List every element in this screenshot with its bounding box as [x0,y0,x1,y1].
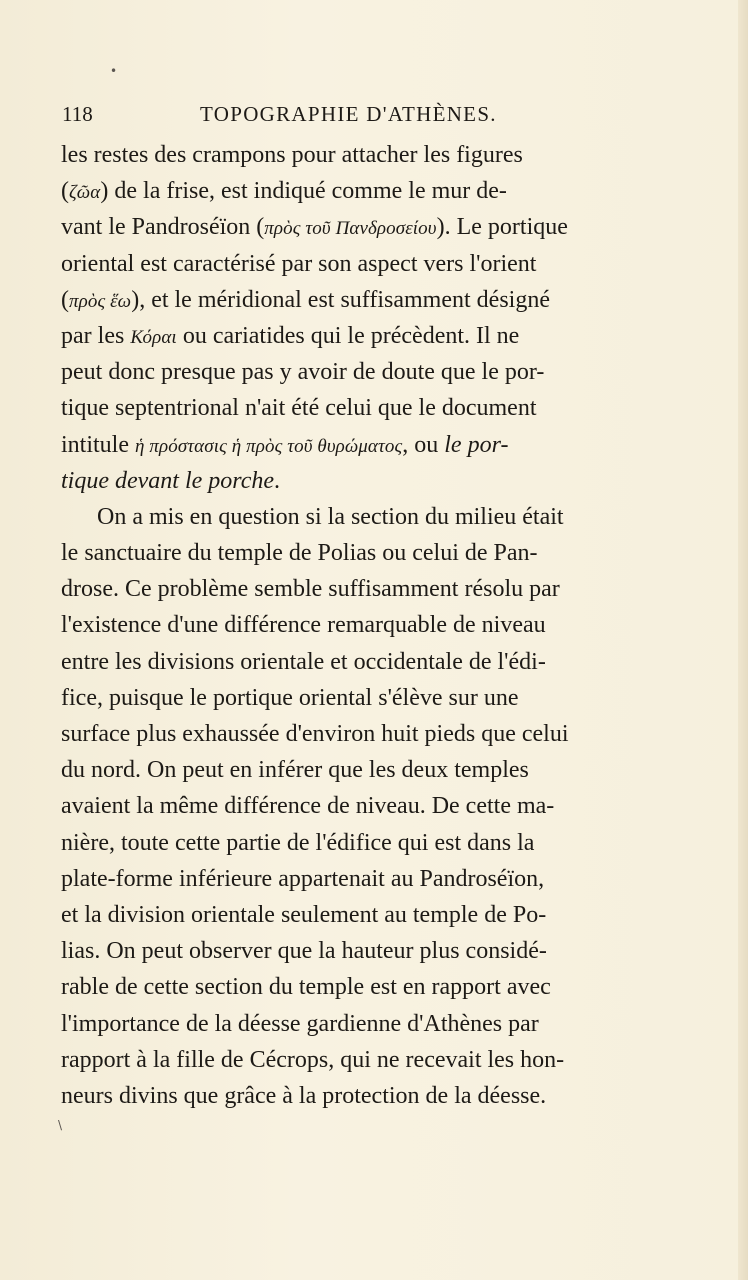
text-line: oriental est caractérisé par son aspect vers l'orient [61,250,537,277]
text-line [61,173,675,209]
text-line [61,209,675,245]
text-line: drose. Ce problème semble suffisamment résolu par [61,576,560,603]
running-title: TOPOGRAPHIE D'ATHÈNES. [200,102,497,126]
text-line: rable de cette section du temple est en rapport avec [61,974,551,1001]
text-line: et la division orientale seulement au temple de Po- [61,901,547,928]
page-edge [738,0,748,1280]
italic-phrase: tique devant le porche [61,467,275,494]
text-line: surface plus exhaussée d'environ huit pieds que celui [61,721,569,747]
text-line [61,463,675,499]
text-segment: ), et le méridional est suffisamment désigné [131,286,550,313]
text-segment: vant le Pandroséïon ( [61,214,265,241]
text-line [61,282,675,318]
text-line: l'existence d'une différence remarquable de niveau [61,612,546,639]
ink-mark-bottom: \ [58,1118,63,1132]
greek-term: πρὸς ἕω [69,290,132,312]
ink-mark-top: • [110,64,118,78]
text-line: du nord. On peut en inférer que les deux temples [61,757,529,784]
greek-term: πρὸς τοῦ Πανδροσείου [264,218,437,240]
italic-phrase: le por- [444,431,509,458]
text-segment: ) de la frise, est indiqué comme le mur de- [100,178,507,205]
text-line: lias. On peut observer que la hauteur plus considé- [61,938,547,965]
text-line: peut donc presque pas y avoir de doute que le por- [61,359,545,386]
text-line: tique septentrional n'ait été celui que le document [61,395,537,422]
page-number: 118 [62,102,93,126]
text-segment: intitule [61,431,135,458]
text-line: fice, puisque le portique oriental s'élève sur une [61,684,519,711]
greek-term: ζῶα [69,182,101,204]
text-line: le sanctuaire du temple de Polias ou celui de Pan- [61,540,538,567]
text-line: entre les divisions orientale et occidentale de l'édi- [61,648,546,675]
text-line: nière, toute cette partie de l'édifice qui est dans la [61,829,535,856]
text-line [61,427,675,463]
text-segment: par les [61,322,131,349]
greek-phrase: ἡ πρόστασις ἡ πρὸς τοῦ θυρώματος [135,435,403,457]
text-line: plate-forme inférieure appartenait au Pandroséïon, [61,865,545,892]
page-header [62,102,662,134]
text-segment: ou cariatides qui le précèdent. Il ne [176,322,520,349]
text-line: rapport à la fille de Cécrops, qui ne recevait les hon- [61,1046,565,1073]
text-segment: ). Le portique [436,214,568,241]
text-line: avaient la même différence de niveau. De cette ma- [61,793,555,820]
text-line: les restes des crampons pour attacher les figures [61,142,523,168]
body-text [61,137,675,1114]
text-line: l'importance de la déesse gardienne d'Athènes par [61,1010,539,1037]
paragraph-start-line: On a mis en question si la section du milieu était [97,503,564,530]
text-segment: ( [61,178,69,205]
text-line [61,318,675,354]
text-segment: , ou [402,431,445,458]
text-segment: ( [61,286,69,313]
text-segment: . [274,467,281,494]
text-line: neurs divins que grâce à la protection de la déesse. [61,1082,547,1109]
greek-term: Κόραι [130,326,177,348]
